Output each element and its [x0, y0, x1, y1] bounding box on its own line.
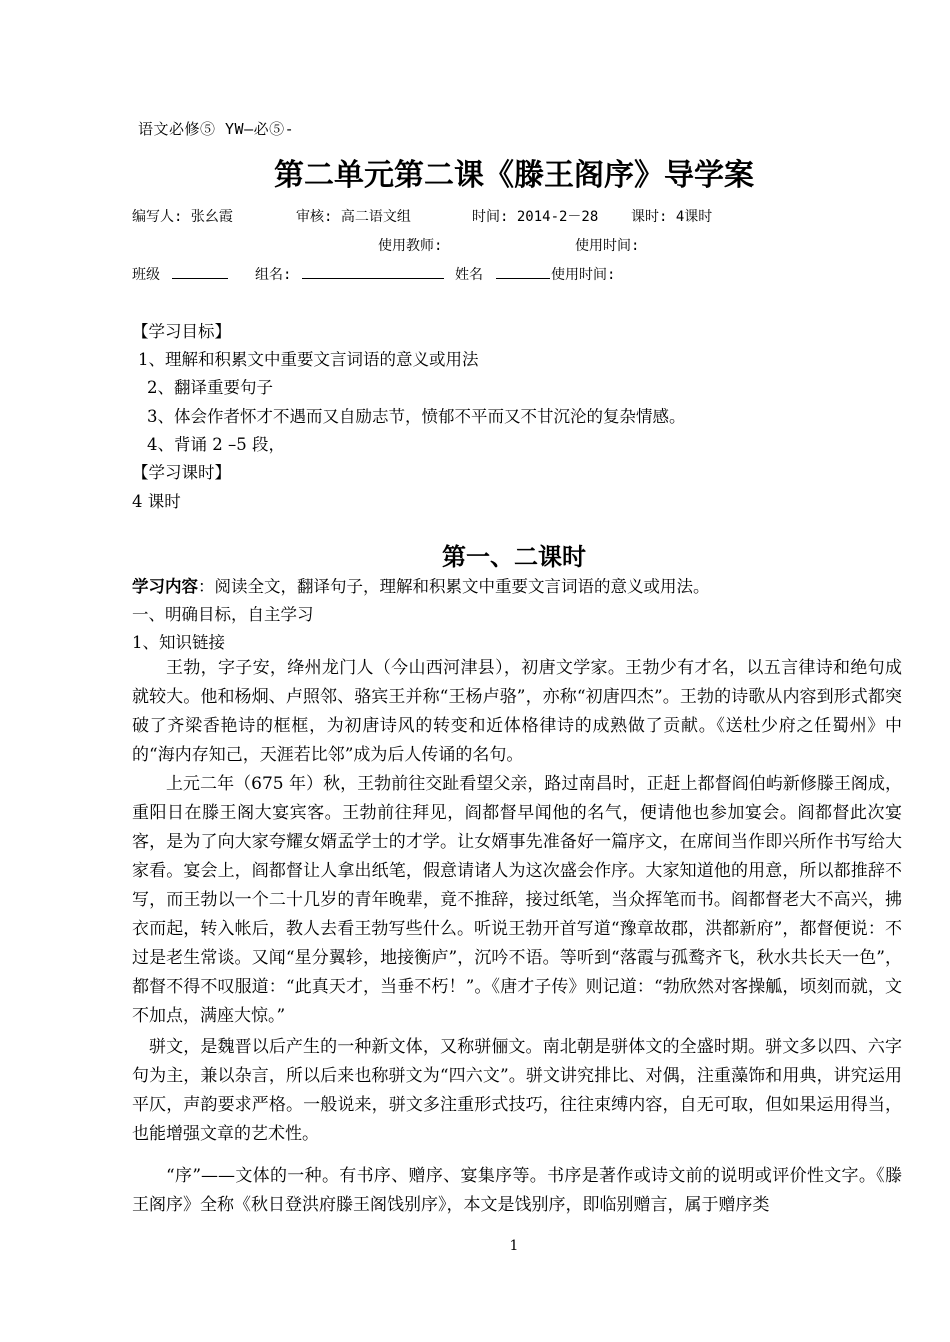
meta-periods: 课时: 4课时 — [631, 209, 713, 225]
meta-use-time-label: 使用时间: — [575, 238, 640, 254]
section-title: 第一、二课时 — [442, 543, 586, 571]
meta-date: 时间: 2014-2－28 — [472, 209, 599, 225]
paragraph-pianwen: 骈文，是魏晋以后产生的一种新文体，又称骈俪文。南北朝是骈体文的全盛时期。骈文多以四、六字句为主，兼以杂言，所以后来也称骈文为“四六文”。骈文讲究排比、对偶，注重藻饰和用典，讲究运用平仄，声韵要求严格。一般说来，骈文多注重形式技巧，往往束缚内容，自无可取，但如果运用得当，也能增强文章的艺术性。 — [132, 1037, 902, 1144]
name-label: 姓名 — [455, 267, 483, 283]
objective-item-4: 4、背诵 2 –5 段， — [147, 435, 285, 454]
class-label: 班级 — [132, 267, 160, 283]
learning-content-label: 学习内容 — [132, 577, 198, 596]
learning-content — [132, 573, 710, 597]
objective-item-3: 3、体会作者怀才不遇而又自励志节，愤郁不平而又不甘沉沦的复杂情感。 — [147, 407, 686, 426]
learning-content-text: ：阅读全文，翻译句子，理解和积累文中重要文言词语的意义或用法。 — [198, 577, 710, 596]
step-heading: 一、明确目标，自主学习 — [132, 605, 314, 624]
step-subheading: 1、知识链接 — [132, 633, 225, 652]
objective-item-1: 1、理解和积累文中重要文言词语的意义或用法 — [138, 350, 479, 369]
meta-author: 编写人: 张幺霞 — [132, 209, 233, 225]
hours-heading: 【学习课时】 — [132, 463, 231, 482]
class-blank[interactable] — [172, 264, 228, 279]
hours-value: 4 课时 — [132, 492, 181, 511]
paragraph-wangbo-bio: 王勃，字子安，绛州龙门人（今山西河津县），初唐文学家。王勃少有才名，以五言律诗和绝句成就较大。他和杨炯、卢照邻、骆宾王并称“王杨卢骆”，亦称“初唐四杰”。王勃的诗歌从内容到形式都突破了齐梁香艳诗的框框，为初唐诗风的转变和近体格律诗的成熟做了贡献。《送杜少府之任蜀州》中的“海内存知己，天涯若比邻”成为后人传诵的名句。 — [132, 658, 902, 765]
use-time-label-2: 使用时间: — [551, 267, 616, 283]
page-number: 1 — [509, 1238, 519, 1254]
name-blank[interactable] — [496, 264, 550, 279]
document-title: 第二单元第二课《滕王阁序》导学案 — [274, 158, 754, 193]
meta-reviewer: 审核: 高二语文组 — [296, 209, 411, 225]
objectives-heading: 【学习目标】 — [132, 322, 231, 341]
objective-item-2: 2、翻译重要句子 — [147, 378, 273, 397]
paragraph-story: 上元二年（675 年）秋，王勃前往交趾看望父亲，路过南昌时，正赶上都督阎伯屿新修滕王阁成，重阳日在滕王阁大宴宾客。王勃前往拜见，阎都督早闻他的名气，便请他也参加宴会。阎都督此次宴客，是为了向大家夸耀女婿孟学士的才学。让女婿事先准备好一篇序文，在席间当作即兴所作书写给大家看。宴会上，阎都督让人拿出纸笔，假意请诸人为这次盛会作序。大家知道他的用意，所以都推辞不写，而王勃以一个二十几岁的青年晚辈，竟不推辞，接过纸笔，当众挥笔而书。阎都督老大不高兴，拂衣而起，转入帐后，教人去看王勃写些什么。听说王勃开首写道“豫章故郡，洪都新府”，都督便说：不过是老生常谈。又闻“星分翼轸，地接衡庐”，沉吟不语。等听到“落霞与孤鹜齐飞，秋水共长天一色”，都督不得不叹服道：“此真天才，当垂不朽！”。《唐才子传》则记道：“勃欣然对客操觚，顷刻而就，文不加点，满座大惊。” — [132, 774, 902, 1026]
course-tag: 语文必修⑤ YW—必⑤- — [138, 120, 295, 138]
group-blank[interactable] — [302, 264, 444, 279]
group-label: 组名: — [255, 267, 292, 283]
paragraph-xu: “序”——文体的一种。有书序、赠序、宴集序等。书序是著作或诗文前的说明或评价性文字。《滕王阁序》全称《秋日登洪府滕王阁饯别序》，本文是饯别序，即临别赠言，属于赠序类 — [132, 1166, 902, 1215]
meta-teacher-label: 使用教师: — [378, 238, 443, 254]
